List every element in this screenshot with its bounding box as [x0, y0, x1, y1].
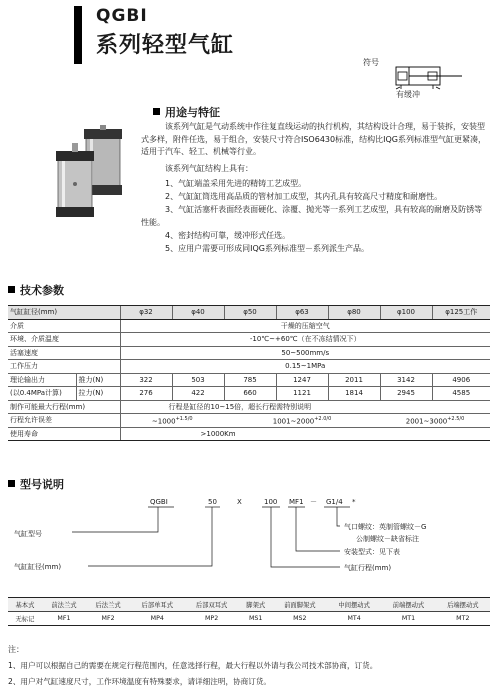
row-label: 环境、介质温度 — [8, 333, 120, 347]
push-label: 推力(N) — [76, 373, 120, 387]
table-row — [8, 427, 490, 441]
push-value: 1247 — [276, 373, 328, 387]
title-accent-bar — [74, 6, 82, 64]
bore-cell: φ63 — [276, 306, 328, 320]
push-value: 4906 — [432, 373, 490, 387]
row-label: 理论输出力 — [8, 373, 76, 387]
tolerance-range-2: $1001\sim 2000^{+2.0/0}$ — [224, 414, 380, 428]
mount-header-cell: 中间摆动式 — [327, 598, 381, 612]
feature-item: 3、气缸活塞杆表面经表面硬化、涂覆、抛光等一系列工艺成型，具有较高的耐磨及防锈等性能。 — [141, 205, 483, 227]
table-row — [8, 306, 490, 320]
mount-code-cell: MS1 — [239, 612, 273, 626]
mount-code-cell: MF2 — [86, 612, 130, 626]
pull-value: 1814 — [328, 387, 380, 401]
mount-code-cell: MT1 — [381, 612, 435, 626]
code-part-stroke: 100 — [264, 498, 278, 506]
mount-header-cell: 前端摆动式 — [381, 598, 435, 612]
mount-header-cell: 后部双耳式 — [184, 598, 238, 612]
code-part-x: X — [237, 498, 242, 506]
series-code: QGBI — [96, 6, 148, 26]
bore-cell: φ50 — [224, 306, 276, 320]
notes-title: 注： — [8, 645, 24, 654]
table-row — [8, 360, 490, 374]
annotation-port-1: 气口螺纹：英制管螺纹－G — [344, 523, 427, 531]
life-value: >1000Km — [120, 427, 490, 441]
pull-value: 422 — [172, 387, 224, 401]
tech-heading: 技术参数 — [8, 282, 64, 298]
mount-header-cell: 基本式 — [8, 598, 42, 612]
bore-cell: φ100 — [380, 306, 432, 320]
mount-header-cell: 前面脚架式 — [273, 598, 327, 612]
tech-params-table — [8, 305, 490, 441]
env-value: -10℃~+60℃（在不冻结情况下） — [120, 333, 490, 347]
mount-header-cell: 后法兰式 — [86, 598, 130, 612]
model-code-diagram — [8, 494, 490, 584]
page-title: 系列轻型气缸 — [96, 33, 235, 58]
table-row — [8, 333, 490, 347]
cylinder-product-image — [44, 125, 136, 221]
pull-label: 拉力(N) — [76, 387, 120, 401]
medium-value: 干燥的压缩空气 — [120, 319, 490, 333]
table-row — [8, 612, 490, 626]
row-label: (以0.4MPa计算) — [8, 387, 76, 401]
bore-cell: φ125工作 — [432, 306, 490, 320]
mount-code-cell: MP2 — [184, 612, 238, 626]
mount-code-cell: MT2 — [436, 612, 490, 626]
push-value: 3142 — [380, 373, 432, 387]
push-value: 785 — [224, 373, 276, 387]
code-part-bore: 50 — [208, 498, 217, 506]
pressure-value: 0.15~1MPa — [120, 360, 490, 374]
symbol-label: 符号 — [363, 58, 379, 67]
push-value: 322 — [120, 373, 172, 387]
mount-header-cell: 后端摆动式 — [436, 598, 490, 612]
bore-label: 气缸缸径(mm) — [8, 306, 120, 320]
note-item: 1、用户可以根据自己的需要在规定行程范围内，任意选择行程，最大行程以外请与我公司技术部协商，订货。 — [8, 661, 378, 670]
uses-paragraph: 该系列气缸是气动系统中作往复直线运动的执行机构，其结构设计合理，易于装拆，安装型式多样，附件任选，易于组合，安装尺寸符合ISO6430标准，结构比IQG系列标准型气缸更紧凑，适用于汽车、轻工、机械等行业。 — [141, 122, 486, 156]
model-heading: 型号说明 — [8, 476, 64, 492]
row-label: 使用寿命 — [8, 427, 120, 441]
row-label: 介质 — [8, 319, 120, 333]
note-item: 2、用户对气缸速度尺寸，工作环境温度有特殊要求，请详细注明，协商订货。 — [8, 677, 272, 686]
row-label: 工作压力 — [8, 360, 120, 374]
tolerance-range-1: $\sim 1000^{+1.5/0}$ — [120, 414, 224, 428]
annotation-mount: 安装型式：见下表 — [344, 548, 400, 556]
mount-header-cell: 脚架式 — [239, 598, 273, 612]
annotation-type: 气缸型号 — [14, 530, 42, 538]
uses-intro: 该系列气缸结构上具有： — [165, 164, 253, 173]
annotation-stroke: 气缸行程(mm) — [344, 564, 392, 572]
bore-cell: φ80 — [328, 306, 380, 320]
tolerance-range-3: $2001\sim 3000^{+2.5/0}$ — [380, 414, 490, 428]
push-value: 503 — [172, 373, 224, 387]
bore-cell: φ32 — [120, 306, 172, 320]
mount-header-cell: 前法兰式 — [42, 598, 86, 612]
pull-value: 276 — [120, 387, 172, 401]
annotation-port-2: 公制螺纹－缺省标注 — [356, 535, 419, 543]
code-part-star: * — [352, 498, 356, 506]
feature-item: 2、气缸缸筒选用高品质的管材加工成型，其内孔具有较高尺寸精度和耐磨性。 — [165, 192, 443, 201]
mount-code-cell: MT4 — [327, 612, 381, 626]
symbol-caption: 有缓冲 — [396, 90, 420, 99]
code-part-port: G1/4 — [326, 498, 343, 506]
cylinder-symbol-icon — [378, 64, 464, 90]
code-part-series: QGBI — [150, 498, 168, 506]
bore-cell: φ40 — [172, 306, 224, 320]
annotation-bore: 气缸缸径(mm) — [14, 563, 62, 571]
table-row — [8, 373, 490, 387]
table-row — [8, 400, 490, 414]
table-row — [8, 319, 490, 333]
feature-item: 1、气缸端盖采用先进的精铸工艺成型。 — [165, 179, 307, 188]
table-row — [8, 414, 490, 428]
mount-code-cell: MS2 — [273, 612, 327, 626]
max-stroke-value: 行程是缸径的10~15倍，超长行程需特别说明 — [120, 400, 490, 414]
pull-value: 2945 — [380, 387, 432, 401]
row-label: 行程允许误差 — [8, 414, 120, 428]
mount-code-cell: MP4 — [130, 612, 184, 626]
push-value: 2011 — [328, 373, 380, 387]
mount-type-table — [8, 597, 490, 626]
mount-header-cell: 后部单耳式 — [130, 598, 184, 612]
table-row — [8, 387, 490, 401]
uses-heading: 用途与特征 — [153, 104, 220, 120]
row-label: 活塞速度 — [8, 346, 120, 360]
mount-code-cell: MF1 — [42, 612, 86, 626]
row-label: 制作可能最大行程(mm) — [8, 400, 120, 414]
table-row — [8, 346, 490, 360]
pull-value: 4585 — [432, 387, 490, 401]
code-part-dash: － — [310, 498, 317, 506]
mount-code-cell: 无标记 — [8, 612, 42, 626]
table-row — [8, 598, 490, 612]
speed-value: 50~500mm/s — [120, 346, 490, 360]
feature-item: 4、密封结构可靠，缓冲形式任选。 — [165, 231, 291, 240]
pull-value: 1121 — [276, 387, 328, 401]
code-part-mount: MF1 — [289, 498, 304, 506]
feature-item: 5、应用户需要可形成同IQG系列标准型－系列派生产品。 — [165, 244, 369, 253]
pull-value: 660 — [224, 387, 276, 401]
